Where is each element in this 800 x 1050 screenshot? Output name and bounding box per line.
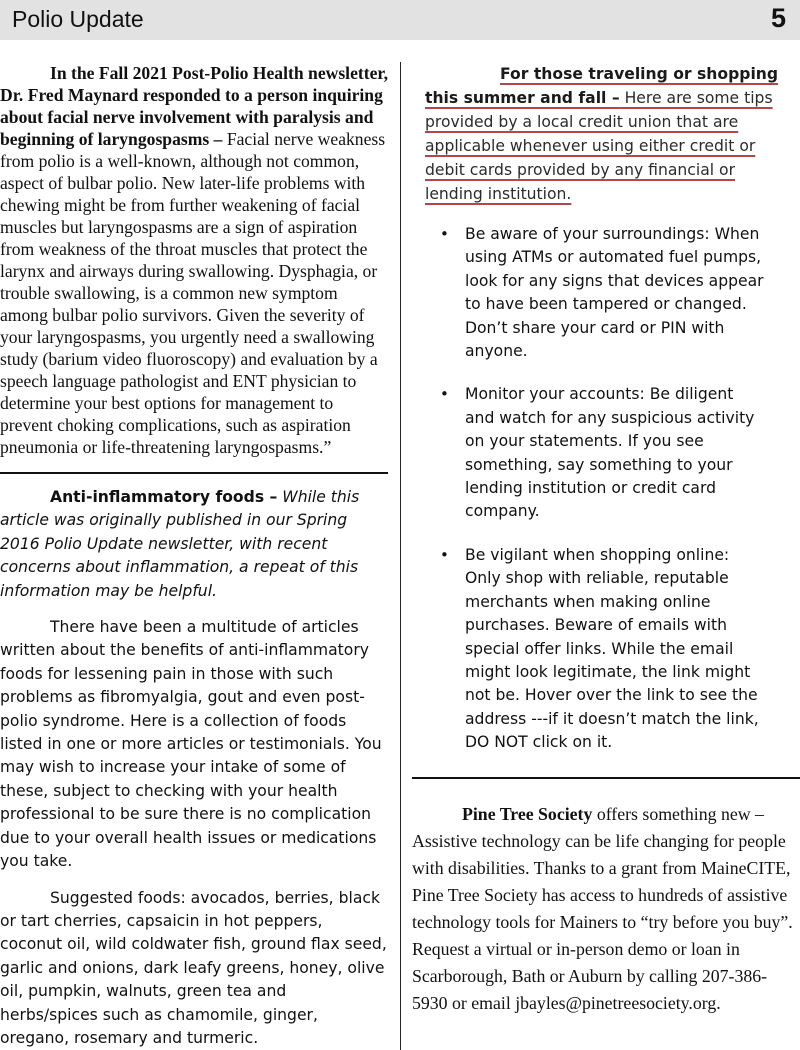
- column-divider: [400, 62, 401, 1050]
- article-maynard: [0, 62, 388, 458]
- travel-tips-list: [412, 223, 800, 755]
- page-header: [0, 0, 800, 40]
- left-column: [0, 62, 388, 1050]
- page-number: 5: [770, 3, 786, 33]
- travel-tips-intro: [425, 62, 785, 206]
- list-item: [412, 223, 765, 363]
- article-foods-lead: Anti-inflammatory foods –: [50, 488, 278, 506]
- bullet-icon: •: [440, 385, 449, 404]
- bullet-icon: •: [440, 225, 449, 243]
- pine-tree-body: offers something new – Assistive technology can be life changing for people with disabilities. Thanks to a grant from MaineCITE, Pine Tree Society has access to hundreds of assistive technology tools for Mainers to “try before you buy”. Request a virtual or in-person demo or loan in Scarborough, Bath or Auburn by calling 207-386-5930 or email jbayles@pinetreesociety.org.: [412, 803, 793, 1013]
- section-divider: [0, 472, 388, 474]
- list-item: [412, 383, 765, 523]
- travel-tips-intro-text: Here are some tips provided by a local credit union that are applicable whenever using either credit or debit cards provided by any financial or lending institution.: [425, 89, 773, 203]
- article-foods-note: While this article was originally published in our Spring 2016 Polio Update newsletter, with recent concerns about inflammation, a repeat of this information may be helpful.: [0, 488, 360, 600]
- tip-text: Be vigilant when shopping online: Only shop with reliable, reputable merchants when making online purchases. Beware of emails with special offer links. While the email might look legitimate, the link might not be. Hover over the link to see the address ---if it doesn’t match the link, DO NOT click on it.: [465, 545, 759, 752]
- list-item: [412, 544, 765, 755]
- tip-text: Be aware of your surroundings: When using ATMs or automated fuel pumps, look for any signs that devices appear to have been tampered or changed. Don’t share your card or PIN with anyone.: [465, 225, 764, 361]
- article-foods-list: Suggested foods: avocados, berries, black or tart cherries, capsaicin in hot peppers, coconut oil, wild coldwater fish, ground flax seed, garlic and onions, dark leafy greens, honey, olive oil, pumpkin, walnuts, green tea and herbs/spices such as chamomile, ginger, oregano, rosemary and turmeric.: [0, 888, 387, 1047]
- bullet-icon: •: [440, 545, 449, 564]
- travel-tips-lead: For those traveling or shopping this summer and fall –: [425, 65, 779, 107]
- section-divider: [412, 777, 800, 779]
- pine-tree-lead: Pine Tree Society: [462, 803, 593, 824]
- article-maynard-body: Facial nerve weakness from polio is a well-known, although not common, aspect of bulbar polio. New later-life problems with chewing might be from further weakening of facial muscles but laryngospasms are a sign of aspiration from weakness of the throat muscles that protect the larynx and airways during swallowing. Dysphagia, or trouble swallowing, is a common new symptom among bulbar polio survivors. Given the severity of your laryngospasms, you urgently need a swallowing study (barium video fluoroscopy) and evaluation by a speech language pathologist and ENT physician to determine your best options for management to prevent choking complications, such as aspiration pneumonia or life-threatening laryngospasms.”: [0, 129, 386, 457]
- article-foods-intro: [0, 486, 388, 603]
- article-maynard-lead: In the Fall 2021 Post-Polio Health newsletter, Dr. Fred Maynard responded to a person inquiring about facial nerve involvement with paralysis and beginning of laryngospasms –: [0, 63, 388, 149]
- article-foods-paragraph: There have been a multitude of articles written about the benefits of anti-inflammatory foods for lessening pain in those with such problems as fibromyalgia, gout and even post-polio syndrome. Here is a collection of foods listed in one or more articles or testimonials. You may wish to increase your intake of some of these, subject to checking with your health professional to be sure there is no complication due to your overall health issues or medications you take.: [0, 618, 382, 871]
- pine-tree-article: [412, 801, 800, 1017]
- newsletter-title: Polio Update: [12, 6, 144, 32]
- tip-text: Monitor your accounts: Be diligent and watch for any suspicious activity on your statements. If you see something, say something to your lending institution or credit card company.: [465, 385, 755, 521]
- right-column: [412, 62, 800, 1017]
